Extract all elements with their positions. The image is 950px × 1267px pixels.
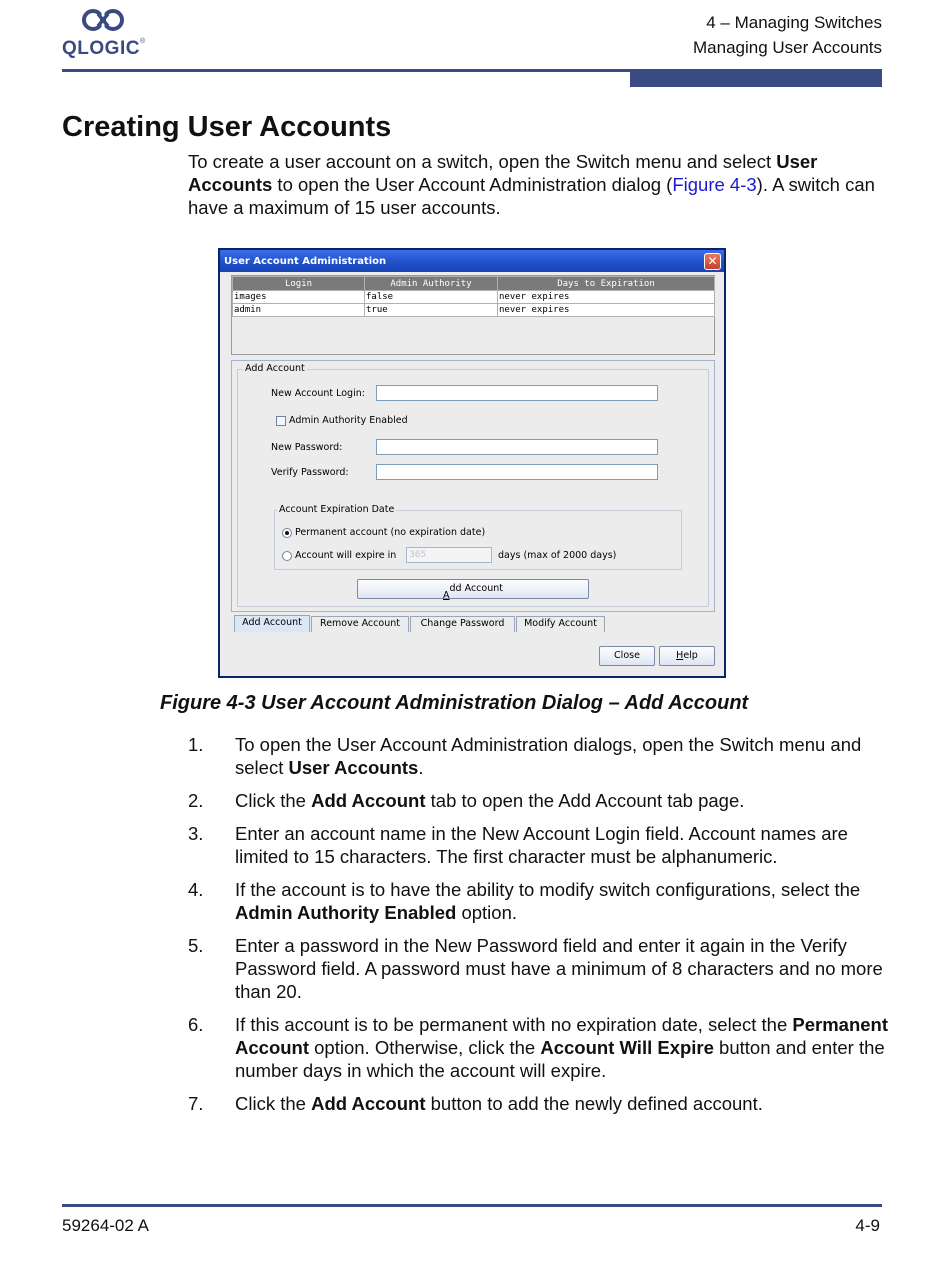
new-login-input[interactable] [376,385,658,401]
accounts-table-container [231,275,715,355]
tab-remove-account[interactable]: Remove Account [311,616,409,632]
close-icon[interactable]: ✕ [704,253,721,270]
cell-admin-authority: true [365,304,498,317]
list-item: 2. Click the Add Account tab to open the Add Account tab page. [188,790,745,811]
help-button[interactable]: Help [659,646,715,666]
cell-days-to-expiration: never expires [498,304,715,317]
admin-authority-checkbox[interactable] [276,416,286,426]
column-header-login[interactable]: Login [233,277,365,291]
table-row[interactable] [233,304,715,317]
logo-wordmark: QLOGIC® [62,38,146,59]
cell-login: images [233,291,365,304]
cell-days-to-expiration: never expires [498,291,715,304]
page-number: 4-9 [855,1216,880,1235]
permanent-label: Permanent account (no expiration date) [295,527,486,538]
qlogic-logo [62,6,152,62]
figure-caption: Figure 4-3 User Account Administration Dialog – Add Account [160,692,749,714]
verify-password-input[interactable] [376,464,658,480]
doc-number: 59264-02 A [62,1216,149,1235]
new-login-label: New Account Login: [271,388,365,399]
add-account-group-label: Add Account [245,363,305,374]
expire-label: Account will expire in [295,550,397,561]
section-title: Managing User Accounts [693,38,882,57]
table-row[interactable] [233,291,715,304]
list-item: 3. Enter an account name in the New Account Login field. Account names are limited to 15 characters. The first character must be alphanumeric. [188,823,848,867]
add-account-group [237,363,709,607]
expire-radio[interactable] [282,551,292,561]
page-heading: Creating User Accounts [62,111,392,143]
figure-link[interactable]: Figure 4-3 [672,174,757,195]
user-account-dialog [218,248,726,678]
new-password-input[interactable] [376,439,658,455]
list-item: 4. If the account is to have the ability to modify switch configurations, select the Admin Authority Enabled option. [188,879,861,923]
verify-password-label: Verify Password: [271,467,349,478]
header-accent-bar [630,69,882,87]
new-password-label: New Password: [271,442,343,453]
steps-list [188,733,888,1125]
tab-change-password[interactable]: Change Password [410,616,515,632]
column-header-admin-authority[interactable]: Admin Authority [365,277,498,291]
expiration-group [274,504,682,570]
footer-rule [62,1204,882,1207]
accounts-table [232,276,715,317]
tab-modify-account[interactable]: Modify Account [516,616,605,632]
admin-authority-label: Admin Authority Enabled [289,415,408,426]
list-item: 1. To open the User Account Administration dialogs, open the Switch menu and select User Accounts. [188,734,862,778]
list-item: 5. Enter a password in the New Password field and enter it again in the Verify Password field. A password must have a minimum of 8 characters and no more than 20. [188,935,883,1002]
dialog-title: User Account Administration [224,256,387,267]
add-account-panel [231,360,715,612]
close-button[interactable]: Close [599,646,655,666]
running-header [693,10,882,60]
dialog-titlebar [220,250,724,272]
permanent-radio[interactable] [282,528,292,538]
list-item: 7. Click the Add Account button to add the newly defined account. [188,1093,763,1114]
tab-add-account[interactable]: Add Account [234,615,310,632]
expiration-group-label: Account Expiration Date [279,504,395,515]
chapter-title: 4 – Managing Switches [706,13,882,32]
cell-admin-authority: false [365,291,498,304]
expire-days-suffix: days (max of 2000 days) [498,550,617,561]
cell-login: admin [233,304,365,317]
list-item: 6. If this account is to be permanent with no expiration date, select the Permanent Account option. Otherwise, click the Account Will Expire button and enter the number days in which the account will expire. [188,1014,889,1081]
qlogic-logo-mark-icon [80,6,126,36]
intro-paragraph: To create a user account on a switch, open the Switch menu and select User Accounts to open the User Account Administration dialog (Figure 4-3). A switch can have a maximum of 15 user accounts. [188,151,875,218]
add-account-button-label: dd Account [449,583,503,594]
column-header-days-to-expiration[interactable]: Days to Expiration [498,277,715,291]
expire-days-input[interactable]: 365 [406,547,492,563]
add-account-button[interactable]: Add Account [357,579,589,599]
